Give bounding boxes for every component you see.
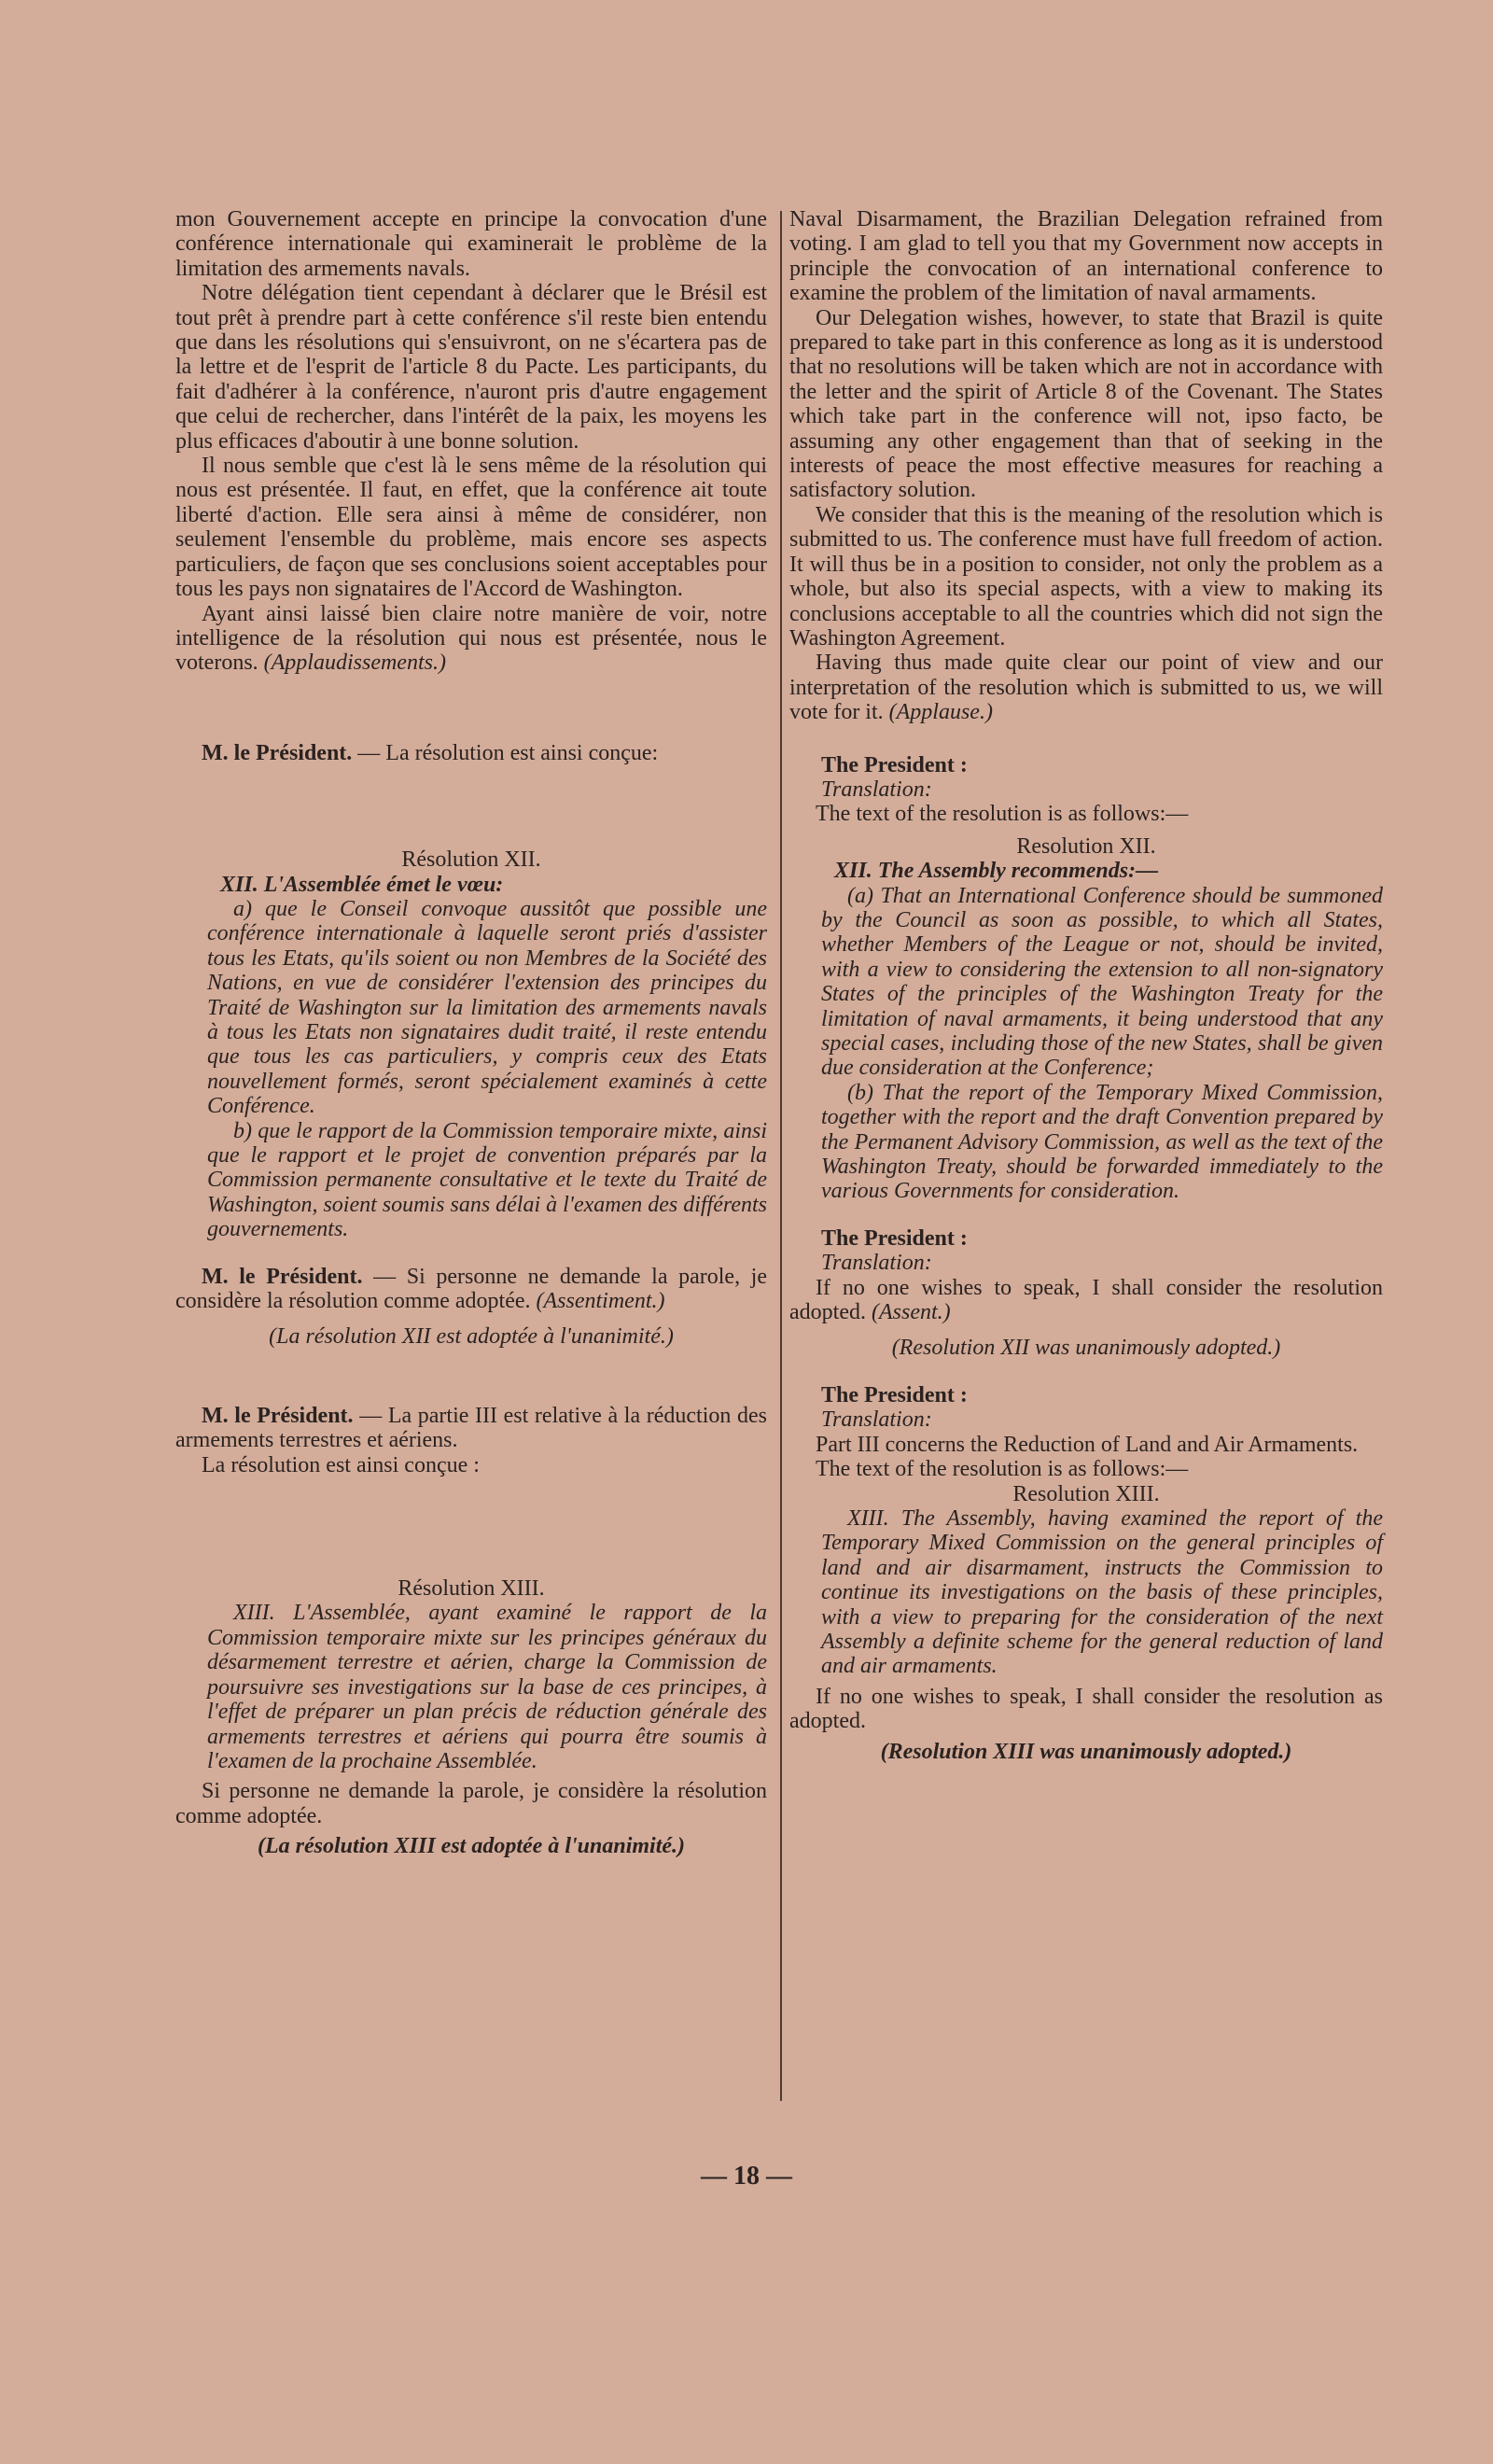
fr-president-1-text: — La résolution est ainsi conçue: — [357, 740, 659, 765]
fr-resolution-13-title: Résolution XIII. — [398, 1576, 545, 1602]
fr-president-2-speaker: M. le Président. — [202, 1264, 363, 1289]
en-president-2 — [789, 1276, 1383, 1325]
en-resolution-12-adopted: (Resolution XII was unanimously adopted.) — [891, 1336, 1281, 1361]
fr-resolution-13-text: XIII. L'Assemblée, ayant examiné le rapport de la Commission temporaire mixte sur les principes généraux du désarmement terrestre et aérien, charge la Commission de poursuivre ses investigations sur la base de ces principes, à l'effet de préparer un plan précis de réduction générale des armements terrestres et aériens qui pourra être soumis à l'examen de la prochaine Assemblée. — [207, 1601, 767, 1773]
column-divider — [780, 211, 782, 2101]
en-resolution-12-a: (a) That an International Conference should be summoned by the Council as soon as possible, to which all States, whether Members of the League or not, should be invited, with a view to considering the extension to all non-signatory States of the principles of the Washington Treaty for the limitation of naval armaments, it being understood that any special cases, including those of the new States, shall be given due consideration at the Conference; — [821, 883, 1383, 1081]
fr-resolution-13-adopted: (La résolution XIII est adoptée à l'unanimité.) — [257, 1834, 686, 1859]
fr-resolution-12-b: b) que le rapport de la Commission temporaire mixte, ainsi que le rapport et le projet de convention préparés par la Commission permanente consultative et le texte du Traité de Washington, soient soumis sans délai à l'examen des différents gouvernements. — [207, 1118, 767, 1242]
fr-paragraph-4 — [175, 602, 767, 676]
en-resolution-13-adopted: (Resolution XIII was unanimously adopted.) — [880, 1739, 1292, 1764]
en-president-2-speaker: The President : — [821, 1225, 968, 1251]
english-column — [789, 207, 1383, 1764]
fr-resolution-12-title: Résolution XII. — [401, 847, 541, 873]
page-number: — 18 — — [701, 2162, 792, 2191]
fr-president-2-text: — Si personne ne demande la parole, je considère la résolution comme adoptée. — [175, 1264, 768, 1314]
en-assent: (Assent.) — [871, 1300, 951, 1325]
en-resolution-12-b: (b) That the report of the Temporary Mixed Commission, together with the report and the draft Convention prepared by the Permanent Advisory Commission, as well as the text of the Washington Treaty, should be forwarded immediately to the various Governments for consideration. — [821, 1080, 1383, 1204]
en-paragraph-2 — [789, 306, 1383, 503]
en-resolution-13-text: XIII. The Assembly, having examined the report of the Temporary Mixed Commission on the general principles of land and air disarmament, instructs the Commission to continue its investigations on the basis of these principles, with a view to preparing for the consideration of the next Assembly a definite scheme for the general reduction of land and air armaments. — [821, 1505, 1383, 1679]
fr-resolution-13-consider: Si personne ne demande la parole, je considère la résolution comme adoptée. — [175, 1779, 767, 1828]
en-paragraph-1: Naval Disarmament, the Brazilian Delegation refrained from voting. I am glad to tell you that my Government now accepts in principle the convocation of an international conference to examine the problem of the limitation of naval armaments. — [789, 207, 1383, 306]
fr-president-2 — [175, 1265, 767, 1314]
en-president-2-text: If no one wishes to speak, I shall consider the resolution adopted. — [789, 1275, 1383, 1325]
en-president-1-speaker: The President : — [821, 752, 968, 777]
en-translation-1: Translation: — [821, 777, 932, 802]
fr-assent: (Assentiment.) — [536, 1289, 665, 1314]
en-paragraph-2-text: Our Delegation wishes, however, to state that Brazil is quite prepared to take part in this conference as long as it is understood that no resolutions will be taken which are not in accordance with the letter and the spirit of Article 8 of the Covenant. The States which take part in the conference will not, ipso facto, be assuming any other engagement than that of seeking in the interests of peace the most effective measures for reaching a satisfactory solution. — [789, 305, 1383, 503]
fr-resolution-12-adopted: (La résolution XII est adoptée à l'unanimité.) — [269, 1324, 674, 1350]
en-president-3-text2: The text of the resolution is as follows:— — [816, 1457, 1189, 1482]
fr-president-3-text2: La résolution est ainsi conçue : — [202, 1452, 480, 1477]
en-applause: (Applause.) — [888, 700, 993, 725]
fr-resolution-12-a: a) que le Conseil convoque aussitôt que possible une conférence internationale à laquelle seront priés d'assister tous les Etats, qu'ils soient ou non Membres de la Société des Nations, en vue de considérer l'extension des principes du Traité de Washington sur la limitation des armements navals à tous les Etats non signataires dudit traité, il reste entendu que tous les cas particuliers, y compris ceux des Etats nouvellement formés, seront spécialement examinés à cette Conférence. — [207, 896, 767, 1119]
fr-paragraph-1: mon Gouvernement accepte en principe la convocation d'une conférence internationale qui examinerait le problème de la limitation des armements navals. — [175, 207, 767, 281]
fr-resolution-12-intro: XII. L'Assemblée émet le vœu: — [220, 872, 504, 897]
en-resolution-12-intro: XII. The Assembly recommends:— — [834, 859, 1159, 884]
en-translation-2: Translation: — [821, 1251, 932, 1276]
fr-paragraph-2: Notre délégation tient cependant à déclarer que le Brésil est tout prêt à prendre part à cette conférence s'il reste bien entendu que dans les résolutions qui s'ensuivront, on ne s'écartera pas de la lettre et de l'esprit de l'article 8 du Pacte. Les participants, du fait d'adhérer à la conférence, n'auront pris d'autre engagement que celui de rechercher, dans l'intérêt de la paix, les moyens les plus efficaces d'aboutir à une bonne solution. — [175, 281, 767, 454]
en-president-1-text: The text of the resolution is as follows:— — [816, 802, 1189, 827]
fr-president-3 — [175, 1404, 767, 1453]
en-paragraph-4 — [789, 651, 1383, 724]
fr-applause: (Applaudissements.) — [263, 651, 446, 676]
fr-paragraph-3: Il nous semble que c'est là le sens même de la résolution qui nous est présentée. Il faut, en effet, que la conférence ait toute liberté d'action. Elle sera ainsi à même de considérer, non seulement l'ensemble du problème, mais encore ses aspects particuliers, de façon que ses conclusions soient acceptables pour tous les pays non signataires de l'Accord de Washington. — [175, 454, 767, 602]
fr-president-1-speaker: M. le Président. — [202, 740, 353, 765]
en-resolution-13-title: Resolution XIII. — [1012, 1481, 1160, 1506]
fr-paragraph-4-text: Ayant ainsi laissé bien claire notre manière de voir, notre intelligence de la résolution qui nous est présentée, nous le voterons. — [175, 601, 767, 676]
en-paragraph-3: We consider that this is the meaning of the resolution which is submitted to us. The conference must have full freedom of action. It will thus be in a position to consider, not only the problem as a whole, but also its special aspects, with a view to making its conclusions acceptable to all the countries which did not sign the Washington Agreement. — [789, 502, 1383, 651]
fr-president-3-text: — La partie III est relative à la réduction des armements terrestres et aériens. — [175, 1403, 767, 1453]
en-resolution-13-consider: If no one wishes to speak, I shall consider the resolution as adopted. — [789, 1684, 1383, 1734]
en-translation-3: Translation: — [821, 1407, 932, 1433]
en-resolution-12-title: Resolution XII. — [1016, 833, 1156, 859]
en-president-3-speaker: The President : — [821, 1382, 968, 1407]
fr-president-1 — [175, 741, 767, 765]
french-column — [175, 207, 767, 1859]
fr-president-3-speaker: M. le Président. — [202, 1403, 354, 1428]
en-president-3-text: Part III concerns the Reduction of Land and Air Armaments. — [816, 1432, 1359, 1457]
en-paragraph-4-text: Having thus made quite clear our point of view and our interpretation of the resolution which is submitted to us, we will vote for it. — [789, 651, 1383, 725]
